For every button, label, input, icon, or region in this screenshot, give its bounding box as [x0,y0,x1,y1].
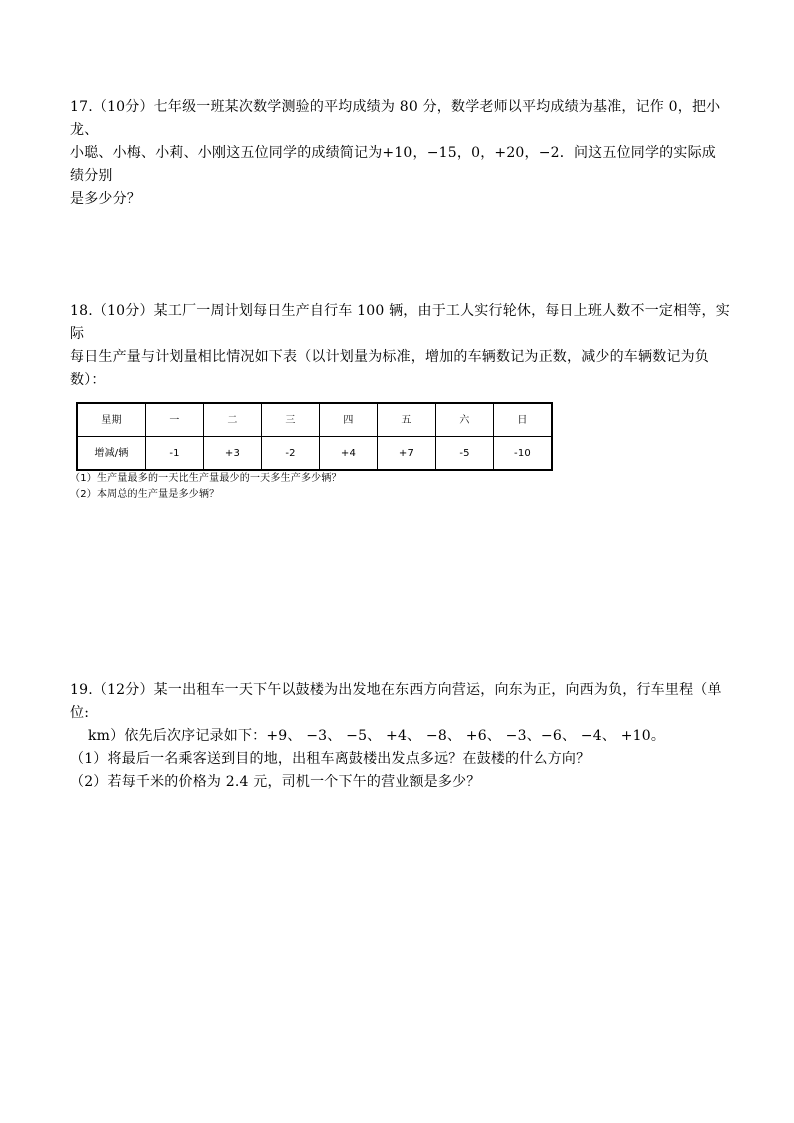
table-header-row [77,403,552,437]
problem-17-line-1: 17.（10分）七年级一班某次数学测验的平均成绩为 80 分，数学老师以平均成绩为基准，记作 0，把小龙、 [70,99,721,138]
production-table [76,402,553,471]
problem-18-line-2: 每日生产量与计划量相比情况如下表（以计划量为标准，增加的车辆数记为正数，减少的车辆数记为负 [70,349,709,365]
table-cell: -2 [262,437,320,471]
table-cell: 一 [146,403,204,437]
table-cell: -5 [436,437,494,471]
table-cell: +4 [320,437,378,471]
problem-18-line-3: 数）： [70,372,106,388]
problem-19-subquestion-1: （1）将最后一名乘客送到目的地，出租车离鼓楼出发点多远？在鼓楼的什么方向？ [70,751,591,767]
table-cell: 三 [262,403,320,437]
table-cell: 星期 [77,403,146,437]
problem-18-line-1: 18.（10分）某工厂一周计划每日生产自行车 100 辆，由于工人实行轮休，每日上班人数不一定相等，实际 [70,303,730,342]
problem-17-line-3: 是多少分？ [70,191,141,207]
problem-18-subquestion-2: （2）本周总的生产量是多少辆？ [70,489,220,500]
problem-19-subquestion-2: （2）若每千米的价格为 2.4 元，司机一个下午的营业额是多少？ [70,774,481,790]
table-cell: 二 [204,403,262,437]
problem-19 [70,679,730,794]
table-cell: +7 [378,437,436,471]
table-cell: +3 [204,437,262,471]
table-cell: 六 [436,403,494,437]
problem-19-line-2: km）依先后次序记录如下：+9、 −3、 −5、 +4、 −8、 +6、 −3、−6、 −4、 +10。 [88,728,666,744]
problem-17 [70,96,730,211]
table-row [77,437,552,471]
table-cell: 增减/辆 [77,437,146,471]
table-cell: -1 [146,437,204,471]
table-cell: 四 [320,403,378,437]
problem-18-subquestion-1: （1）生产量最多的一天比生产量最少的一天多生产多少辆？ [70,473,342,484]
problem-19-line-1: 19.（12分）某一出租车一天下午以鼓楼为出发地在东西方向营运，向东为正，向西为负，行车里程（单位: [70,682,722,721]
problem-17-line-2: 小聪、小梅、小莉、小刚这五位同学的成绩简记为+10，−15，0，+20，−2．问这五位同学的实际成绩分别 [70,145,716,184]
table-cell: 五 [378,403,436,437]
problem-18 [70,300,730,503]
table-cell: 日 [494,403,553,437]
table-cell: -10 [494,437,553,471]
